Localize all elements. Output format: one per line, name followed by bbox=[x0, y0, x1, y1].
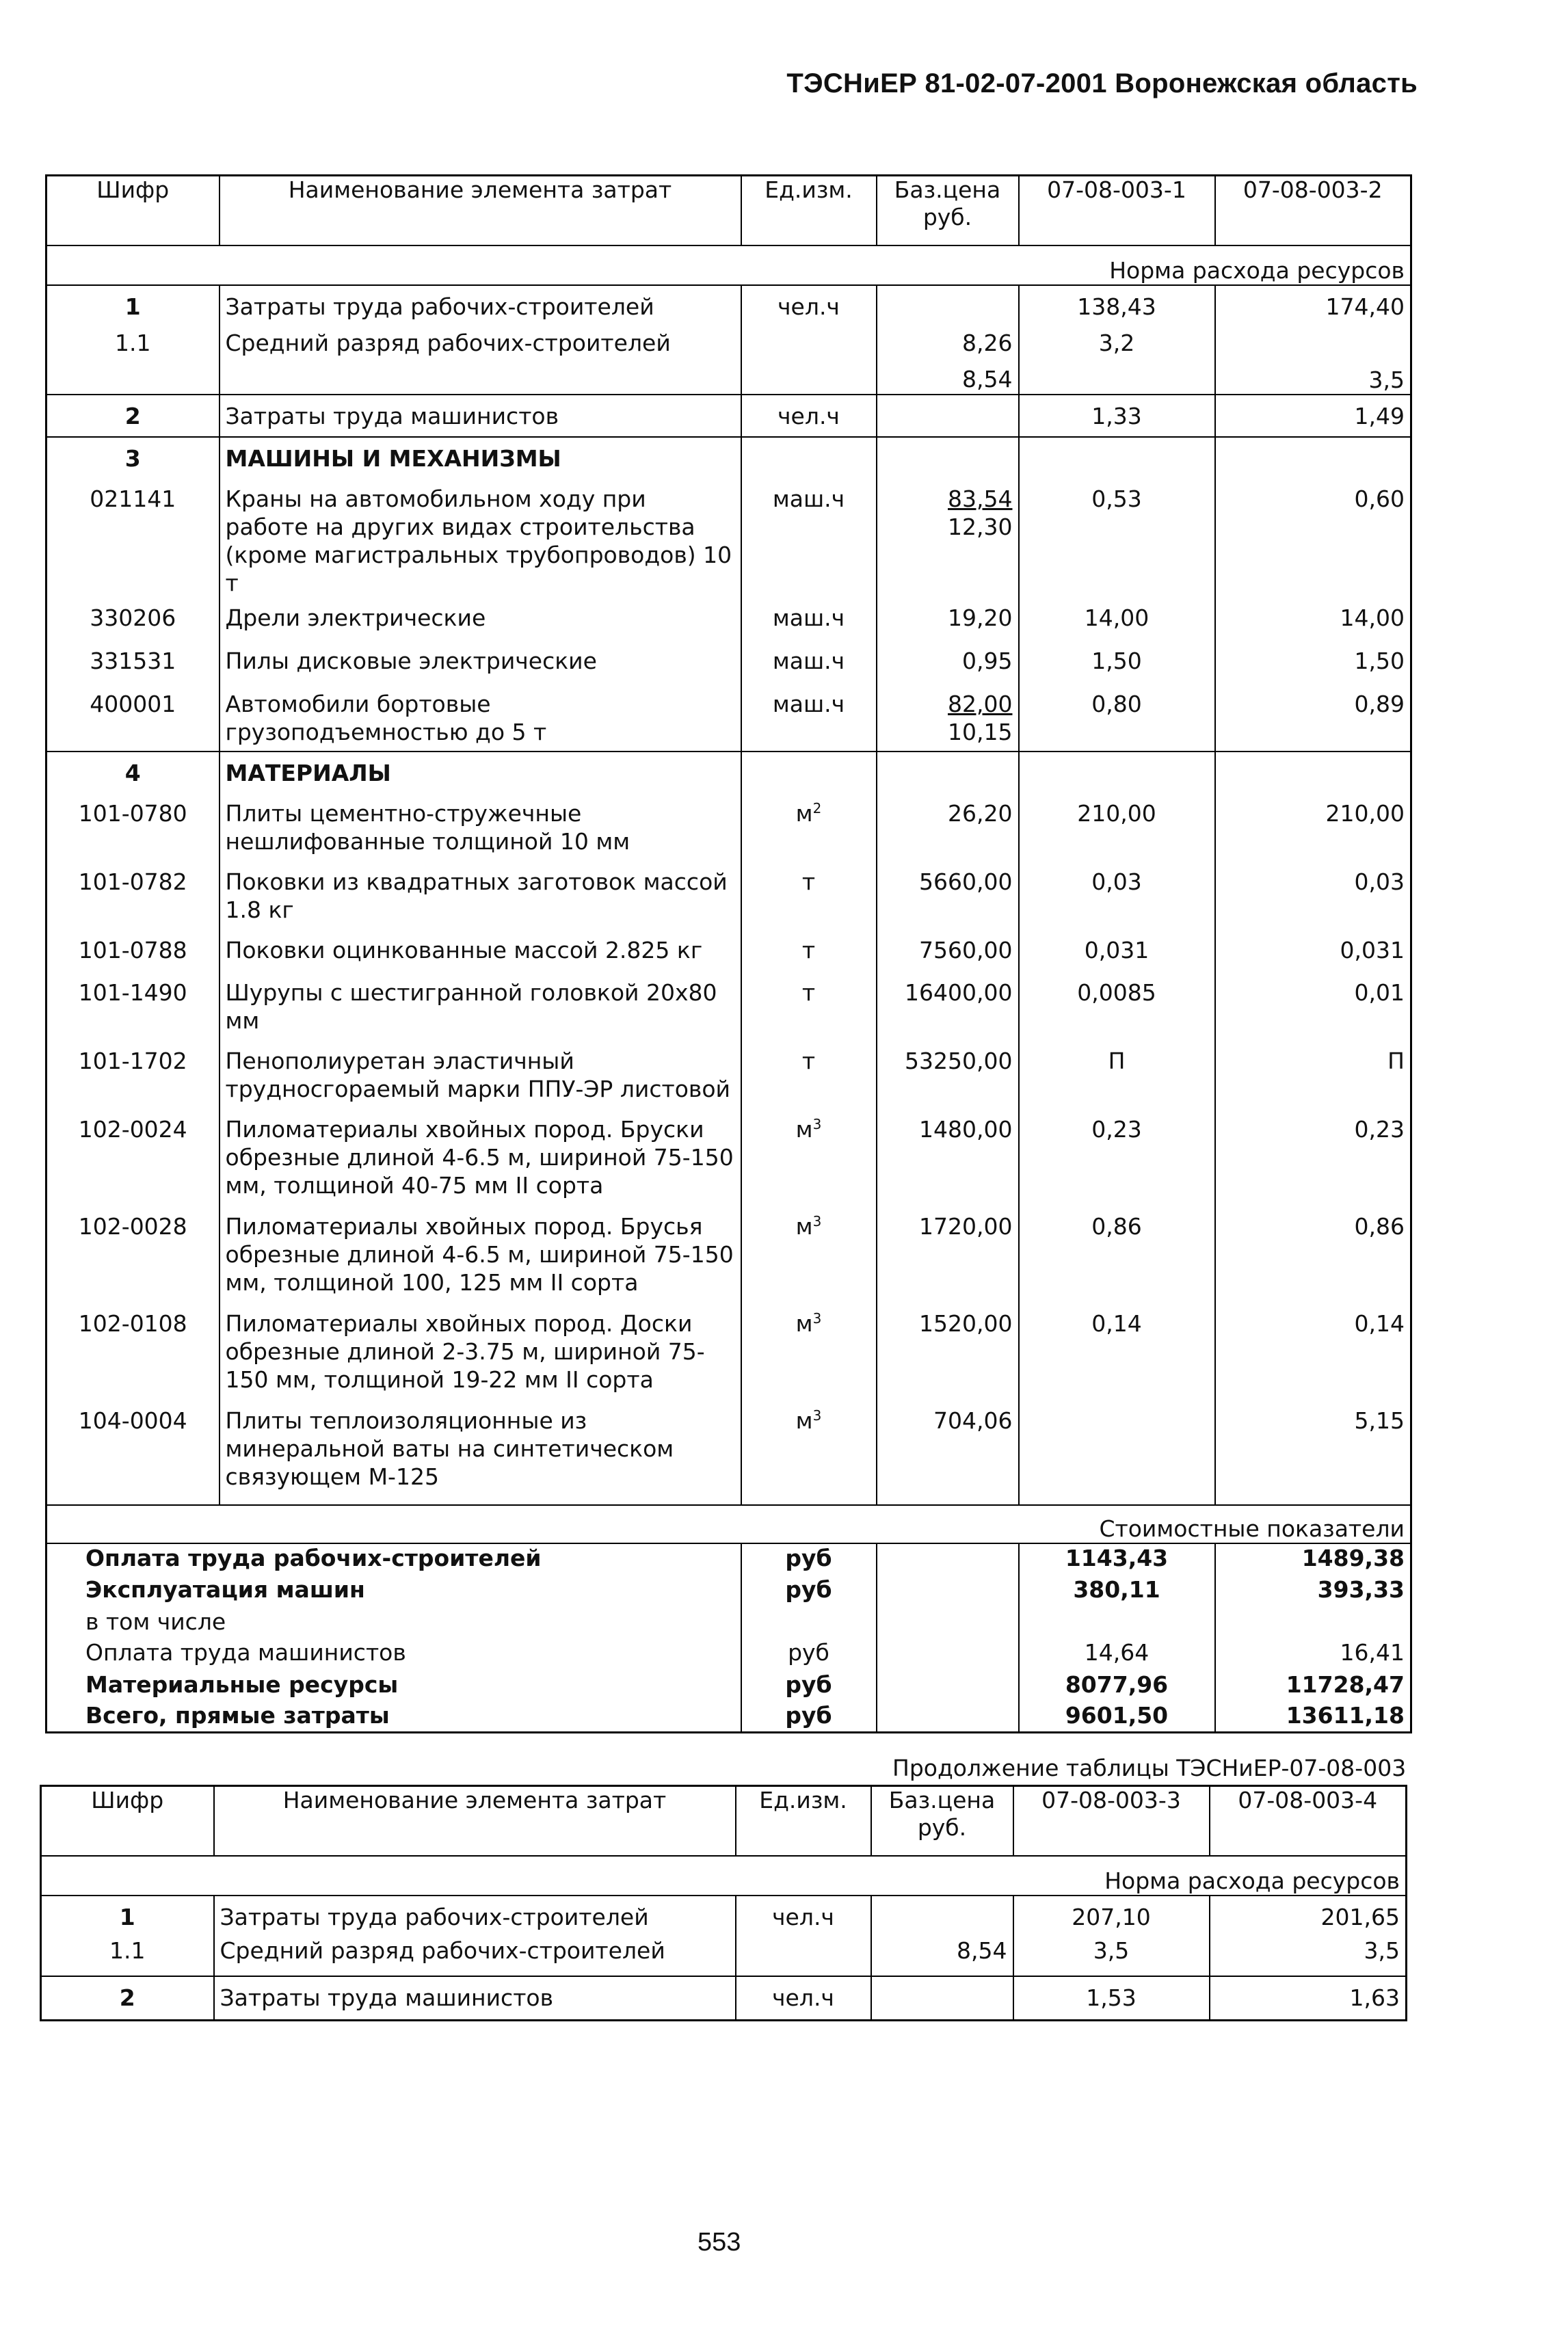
col-header-code: Шифр bbox=[91, 1787, 164, 1813]
row-name: Автомобили бортовые грузоподъемностью до 5 т bbox=[220, 683, 741, 752]
col-header-code-3: 07-08-003-3 bbox=[1013, 1786, 1210, 1857]
row-unit bbox=[736, 1937, 871, 1976]
col-header-name: Наименование элемента затрат bbox=[214, 1786, 736, 1857]
table-row bbox=[46, 1303, 1411, 1400]
row-price: 1480,00 bbox=[877, 1108, 1019, 1206]
price-1: 82,00 bbox=[948, 691, 1013, 717]
resource-table-2 bbox=[40, 1785, 1407, 2021]
row-code: 101-0782 bbox=[78, 868, 187, 895]
cost-unit: руб bbox=[741, 1701, 877, 1732]
table-row bbox=[41, 1896, 1407, 1937]
row-name: Пиломатериалы хвойных пород. Бруски обрезные длиной 4-6.5 м, шириной 75-150 мм, толщиной 40-75 мм II сорта bbox=[220, 1108, 741, 1206]
section-row bbox=[46, 752, 1411, 793]
row-unit: т bbox=[741, 972, 877, 1040]
col-header-code: Шифр bbox=[96, 176, 170, 203]
row-value-1: 3,5 bbox=[1013, 1937, 1210, 1976]
row-value-1: 1,50 bbox=[1019, 640, 1215, 683]
row-name: Пиломатериалы хвойных пород. Брусья обрезные длиной 4-6.5 м, шириной 75-150 мм, толщиной 100, 125 мм II сорта bbox=[220, 1206, 741, 1303]
row-price: 16400,00 bbox=[877, 972, 1019, 1040]
norm-label: Норма расхода ресурсов bbox=[1109, 257, 1405, 284]
price-2: 10,15 bbox=[948, 719, 1013, 745]
row-name: Затраты труда машинистов bbox=[220, 395, 741, 437]
continuation-caption: Продолжение таблицы ТЭСНиЕР-07-08-003 bbox=[892, 1755, 1407, 1781]
row-price: 1520,00 bbox=[877, 1303, 1019, 1400]
table-row bbox=[46, 929, 1411, 972]
price-1: 83,54 bbox=[948, 486, 1013, 512]
table-row bbox=[46, 1206, 1411, 1303]
table-row bbox=[46, 683, 1411, 752]
cost-unit: руб bbox=[741, 1575, 877, 1608]
row-name: Средний разряд рабочих-строителей bbox=[214, 1937, 736, 1976]
row-unit: маш.ч bbox=[741, 640, 877, 683]
row-code: 102-0024 bbox=[78, 1116, 187, 1143]
row-code: 101-1490 bbox=[78, 979, 187, 1006]
section-title: МАШИНЫ И МЕХАНИЗМЫ bbox=[220, 437, 741, 478]
table-row bbox=[41, 1976, 1407, 2020]
row-value-2: 0,031 bbox=[1215, 929, 1411, 972]
row-price: 1720,00 bbox=[877, 1206, 1019, 1303]
row-unit bbox=[741, 793, 877, 861]
table-row bbox=[46, 1040, 1411, 1108]
price-2: 12,30 bbox=[948, 514, 1013, 540]
unit-text: м bbox=[795, 800, 813, 827]
cost-title: Стоимостные показатели bbox=[1099, 1515, 1405, 1542]
table-row bbox=[46, 793, 1411, 861]
unit-power: 2 bbox=[812, 800, 822, 816]
row-name: Пенополиуретан эластичный трудносгораемый марки ППУ-ЭР листовой bbox=[220, 1040, 741, 1108]
row-unit: т bbox=[741, 929, 877, 972]
row-price bbox=[871, 1896, 1013, 1937]
row-value-1: 210,00 bbox=[1019, 793, 1215, 861]
row-name: Средний разряд рабочих-строителей bbox=[220, 329, 741, 395]
unit-power: 3 bbox=[812, 1116, 822, 1132]
row-value-2: 0,03 bbox=[1215, 861, 1411, 929]
unit-text: м bbox=[795, 1213, 813, 1240]
cost-title-row bbox=[46, 1505, 1411, 1543]
table-row bbox=[41, 1937, 1407, 1976]
row-price: 7560,00 bbox=[877, 929, 1019, 972]
row-value-2: 1,49 bbox=[1215, 395, 1411, 437]
row-value-2: 201,65 bbox=[1210, 1896, 1407, 1937]
row-value-2: 174,40 bbox=[1215, 285, 1411, 329]
row-unit: т bbox=[741, 1040, 877, 1108]
unit-power: 3 bbox=[812, 1407, 822, 1424]
row-value-2: 0,86 bbox=[1215, 1206, 1411, 1303]
row-value-1: 0,80 bbox=[1019, 683, 1215, 752]
row-unit: маш.ч bbox=[741, 597, 877, 640]
cost-name: в том числе bbox=[85, 1608, 226, 1635]
row-code: 400001 bbox=[90, 691, 176, 717]
row-name: Плиты цементно-стружечные нешлифованные толщиной 10 мм bbox=[220, 793, 741, 861]
cost-value-1: 380,11 bbox=[1019, 1575, 1215, 1608]
norm-label: Норма расхода ресурсов bbox=[1104, 1867, 1400, 1894]
row-value-2: 0,14 bbox=[1215, 1303, 1411, 1400]
col-header-unit: Ед.изм. bbox=[736, 1786, 871, 1857]
unit-text: м bbox=[795, 1116, 813, 1143]
row-price: 26,20 bbox=[877, 793, 1019, 861]
row-code: 104-0004 bbox=[78, 1407, 187, 1434]
row-unit: маш.ч bbox=[741, 478, 877, 597]
row-value-2: 0,01 bbox=[1215, 972, 1411, 1040]
cost-row bbox=[46, 1608, 1411, 1638]
row-name: Плиты теплоизоляционные из минеральной ваты на синтетическом связующем М-125 bbox=[220, 1400, 741, 1505]
row-unit bbox=[741, 1400, 877, 1505]
row-code: 1.1 bbox=[115, 330, 151, 356]
row-code: 1 bbox=[119, 1904, 135, 1930]
row-unit bbox=[741, 1206, 877, 1303]
cost-value-1: 1143,43 bbox=[1019, 1543, 1215, 1575]
row-value-1: 0,0085 bbox=[1019, 972, 1215, 1040]
cost-name: Оплата труда рабочих-строителей bbox=[85, 1545, 542, 1571]
row-value-1: 1,33 bbox=[1019, 395, 1215, 437]
cost-name: Эксплуатация машин bbox=[85, 1576, 365, 1603]
row-value-1: 207,10 bbox=[1013, 1896, 1210, 1937]
row-code: 101-0788 bbox=[78, 937, 187, 963]
table-row bbox=[46, 395, 1411, 437]
row-price bbox=[877, 329, 1019, 395]
row-code: 2 bbox=[124, 403, 141, 429]
row-code: 2 bbox=[119, 1984, 135, 2011]
row-name: Поковки из квадратных заготовок массой 1.8 кг bbox=[220, 861, 741, 929]
row-unit: чел.ч bbox=[741, 285, 877, 329]
table-header-row bbox=[41, 1786, 1407, 1857]
row-value-1: 14,00 bbox=[1019, 597, 1215, 640]
cost-unit: руб bbox=[741, 1638, 877, 1671]
row-price: 53250,00 bbox=[877, 1040, 1019, 1108]
row-unit: т bbox=[741, 861, 877, 929]
row-value-1: 0,03 bbox=[1019, 861, 1215, 929]
row-price: 704,06 bbox=[877, 1400, 1019, 1505]
row-name: Пилы дисковые электрические bbox=[220, 640, 741, 683]
row-unit: чел.ч bbox=[736, 1896, 871, 1937]
row-value-2: 5,15 bbox=[1215, 1400, 1411, 1505]
col-header-code-4: 07-08-003-4 bbox=[1210, 1786, 1407, 1857]
row-value-1: 0,23 bbox=[1019, 1108, 1215, 1206]
row-code: 102-0028 bbox=[78, 1213, 187, 1240]
row-value-1: 0,53 bbox=[1019, 478, 1215, 597]
unit-power: 3 bbox=[812, 1310, 822, 1327]
col-header-price: Баз.цена руб. bbox=[871, 1786, 1013, 1857]
row-value-1: 1,53 bbox=[1013, 1976, 1210, 2020]
norm-row bbox=[41, 1856, 1407, 1896]
page-number: 553 bbox=[697, 2228, 741, 2257]
row-price: 19,20 bbox=[877, 597, 1019, 640]
col-header-unit: Ед.изм. bbox=[741, 176, 877, 246]
norm-row bbox=[46, 245, 1411, 285]
cost-row bbox=[46, 1671, 1411, 1701]
row-value-2: 1,63 bbox=[1210, 1976, 1407, 2020]
unit-text: м bbox=[795, 1310, 813, 1337]
row-code: 021141 bbox=[90, 486, 176, 512]
unit-text: м bbox=[795, 1407, 813, 1434]
cost-value-1: 8077,96 bbox=[1019, 1671, 1215, 1701]
cost-value-2: 393,33 bbox=[1215, 1575, 1411, 1608]
row-name: Дрели электрические bbox=[220, 597, 741, 640]
row-value-2: 210,00 bbox=[1215, 793, 1411, 861]
row-unit bbox=[741, 329, 877, 395]
cost-value-2: 13611,18 bbox=[1215, 1701, 1411, 1732]
row-value-2: 1,50 bbox=[1215, 640, 1411, 683]
section-code: 4 bbox=[124, 760, 141, 786]
price-2: 8,54 bbox=[962, 366, 1013, 393]
row-unit: чел.ч bbox=[736, 1976, 871, 2020]
cost-name: Всего, прямые затраты bbox=[85, 1702, 390, 1729]
row-price bbox=[877, 683, 1019, 752]
resource-table-1 bbox=[45, 174, 1412, 1733]
cost-value-1: 14,64 bbox=[1019, 1638, 1215, 1671]
row-unit: маш.ч bbox=[741, 683, 877, 752]
row-value-2: П bbox=[1215, 1040, 1411, 1108]
row-name: Пиломатериалы хвойных пород. Доски обрезные длиной 2-3.75 м, шириной 75-150 мм, толщиной 19-22 мм II сорта bbox=[220, 1303, 741, 1400]
row-value-2: 3,5 bbox=[1215, 329, 1411, 395]
row-price: 5660,00 bbox=[877, 861, 1019, 929]
row-price bbox=[877, 285, 1019, 329]
cost-value-2: 11728,47 bbox=[1215, 1671, 1411, 1701]
row-name: Затраты труда рабочих-строителей bbox=[220, 285, 741, 329]
cost-row bbox=[46, 1638, 1411, 1671]
table-row bbox=[46, 861, 1411, 929]
row-price bbox=[871, 1976, 1013, 2020]
row-value-2: 0,89 bbox=[1215, 683, 1411, 752]
cost-value-2: 16,41 bbox=[1215, 1638, 1411, 1671]
row-name: Затраты труда рабочих-строителей bbox=[214, 1896, 736, 1937]
table-row bbox=[46, 329, 1411, 395]
section-row bbox=[46, 437, 1411, 478]
table-row bbox=[46, 972, 1411, 1040]
col-header-code-2: 07-08-003-2 bbox=[1215, 176, 1411, 246]
row-value-1: 0,86 bbox=[1019, 1206, 1215, 1303]
row-unit bbox=[741, 1108, 877, 1206]
table-row bbox=[46, 1400, 1411, 1505]
price-1: 8,26 bbox=[962, 330, 1013, 356]
cost-row bbox=[46, 1543, 1411, 1575]
row-code: 1.1 bbox=[109, 1937, 146, 1964]
table-row bbox=[46, 478, 1411, 597]
col-header-name: Наименование элемента затрат bbox=[220, 176, 741, 246]
row-value-1 bbox=[1019, 1400, 1215, 1505]
cost-value-1: 9601,50 bbox=[1019, 1701, 1215, 1732]
row-price bbox=[877, 478, 1019, 597]
row-unit bbox=[741, 1303, 877, 1400]
row-value-2: 0,60 bbox=[1215, 478, 1411, 597]
table-header-row bbox=[46, 176, 1411, 246]
cost-name: Оплата труда машинистов bbox=[85, 1639, 406, 1666]
document-header: ТЭСНиЕР 81-02-07-2001 Воронежская область bbox=[786, 68, 1418, 98]
row-value-2: 0,23 bbox=[1215, 1108, 1411, 1206]
section-code: 3 bbox=[124, 445, 141, 472]
row-value-2: 3,5 bbox=[1210, 1937, 1407, 1976]
row-code: 1 bbox=[124, 293, 141, 320]
row-name: Поковки оцинкованные массой 2.825 кг bbox=[220, 929, 741, 972]
row-price: 8,54 bbox=[871, 1937, 1013, 1976]
unit-power: 3 bbox=[812, 1213, 822, 1229]
table-row bbox=[46, 1108, 1411, 1206]
row-name: Шурупы с шестигранной головкой 20х80 мм bbox=[220, 972, 741, 1040]
row-code: 330206 bbox=[90, 604, 176, 631]
table-row bbox=[46, 640, 1411, 683]
row-value-1: 0,031 bbox=[1019, 929, 1215, 972]
row-code: 331531 bbox=[90, 648, 176, 674]
row-value-2: 14,00 bbox=[1215, 597, 1411, 640]
section-title: МАТЕРИАЛЫ bbox=[220, 752, 741, 793]
table-row bbox=[46, 597, 1411, 640]
table-row bbox=[46, 285, 1411, 329]
row-code: 101-0780 bbox=[78, 800, 187, 827]
row-name: Краны на автомобильном ходу при работе на других видах строительства (кроме магистральных трубопроводов) 10 т bbox=[220, 478, 741, 597]
col-header-code-1: 07-08-003-1 bbox=[1019, 176, 1215, 246]
cost-unit: руб bbox=[741, 1671, 877, 1701]
cost-row bbox=[46, 1575, 1411, 1608]
row-price bbox=[877, 395, 1019, 437]
row-unit: чел.ч bbox=[741, 395, 877, 437]
cost-name: Материальные ресурсы bbox=[85, 1671, 399, 1698]
row-value-1: 138,43 bbox=[1019, 285, 1215, 329]
row-code: 102-0108 bbox=[78, 1310, 187, 1337]
row-value-1: 3,2 bbox=[1019, 329, 1215, 395]
row-price: 0,95 bbox=[877, 640, 1019, 683]
cost-row bbox=[46, 1701, 1411, 1732]
col-header-price: Баз.цена руб. bbox=[877, 176, 1019, 246]
row-name: Затраты труда машинистов bbox=[214, 1976, 736, 2020]
row-value-1: 0,14 bbox=[1019, 1303, 1215, 1400]
row-code: 101-1702 bbox=[78, 1048, 187, 1074]
cost-unit: руб bbox=[741, 1543, 877, 1575]
cost-value-2: 1489,38 bbox=[1215, 1543, 1411, 1575]
row-value-1: П bbox=[1019, 1040, 1215, 1108]
